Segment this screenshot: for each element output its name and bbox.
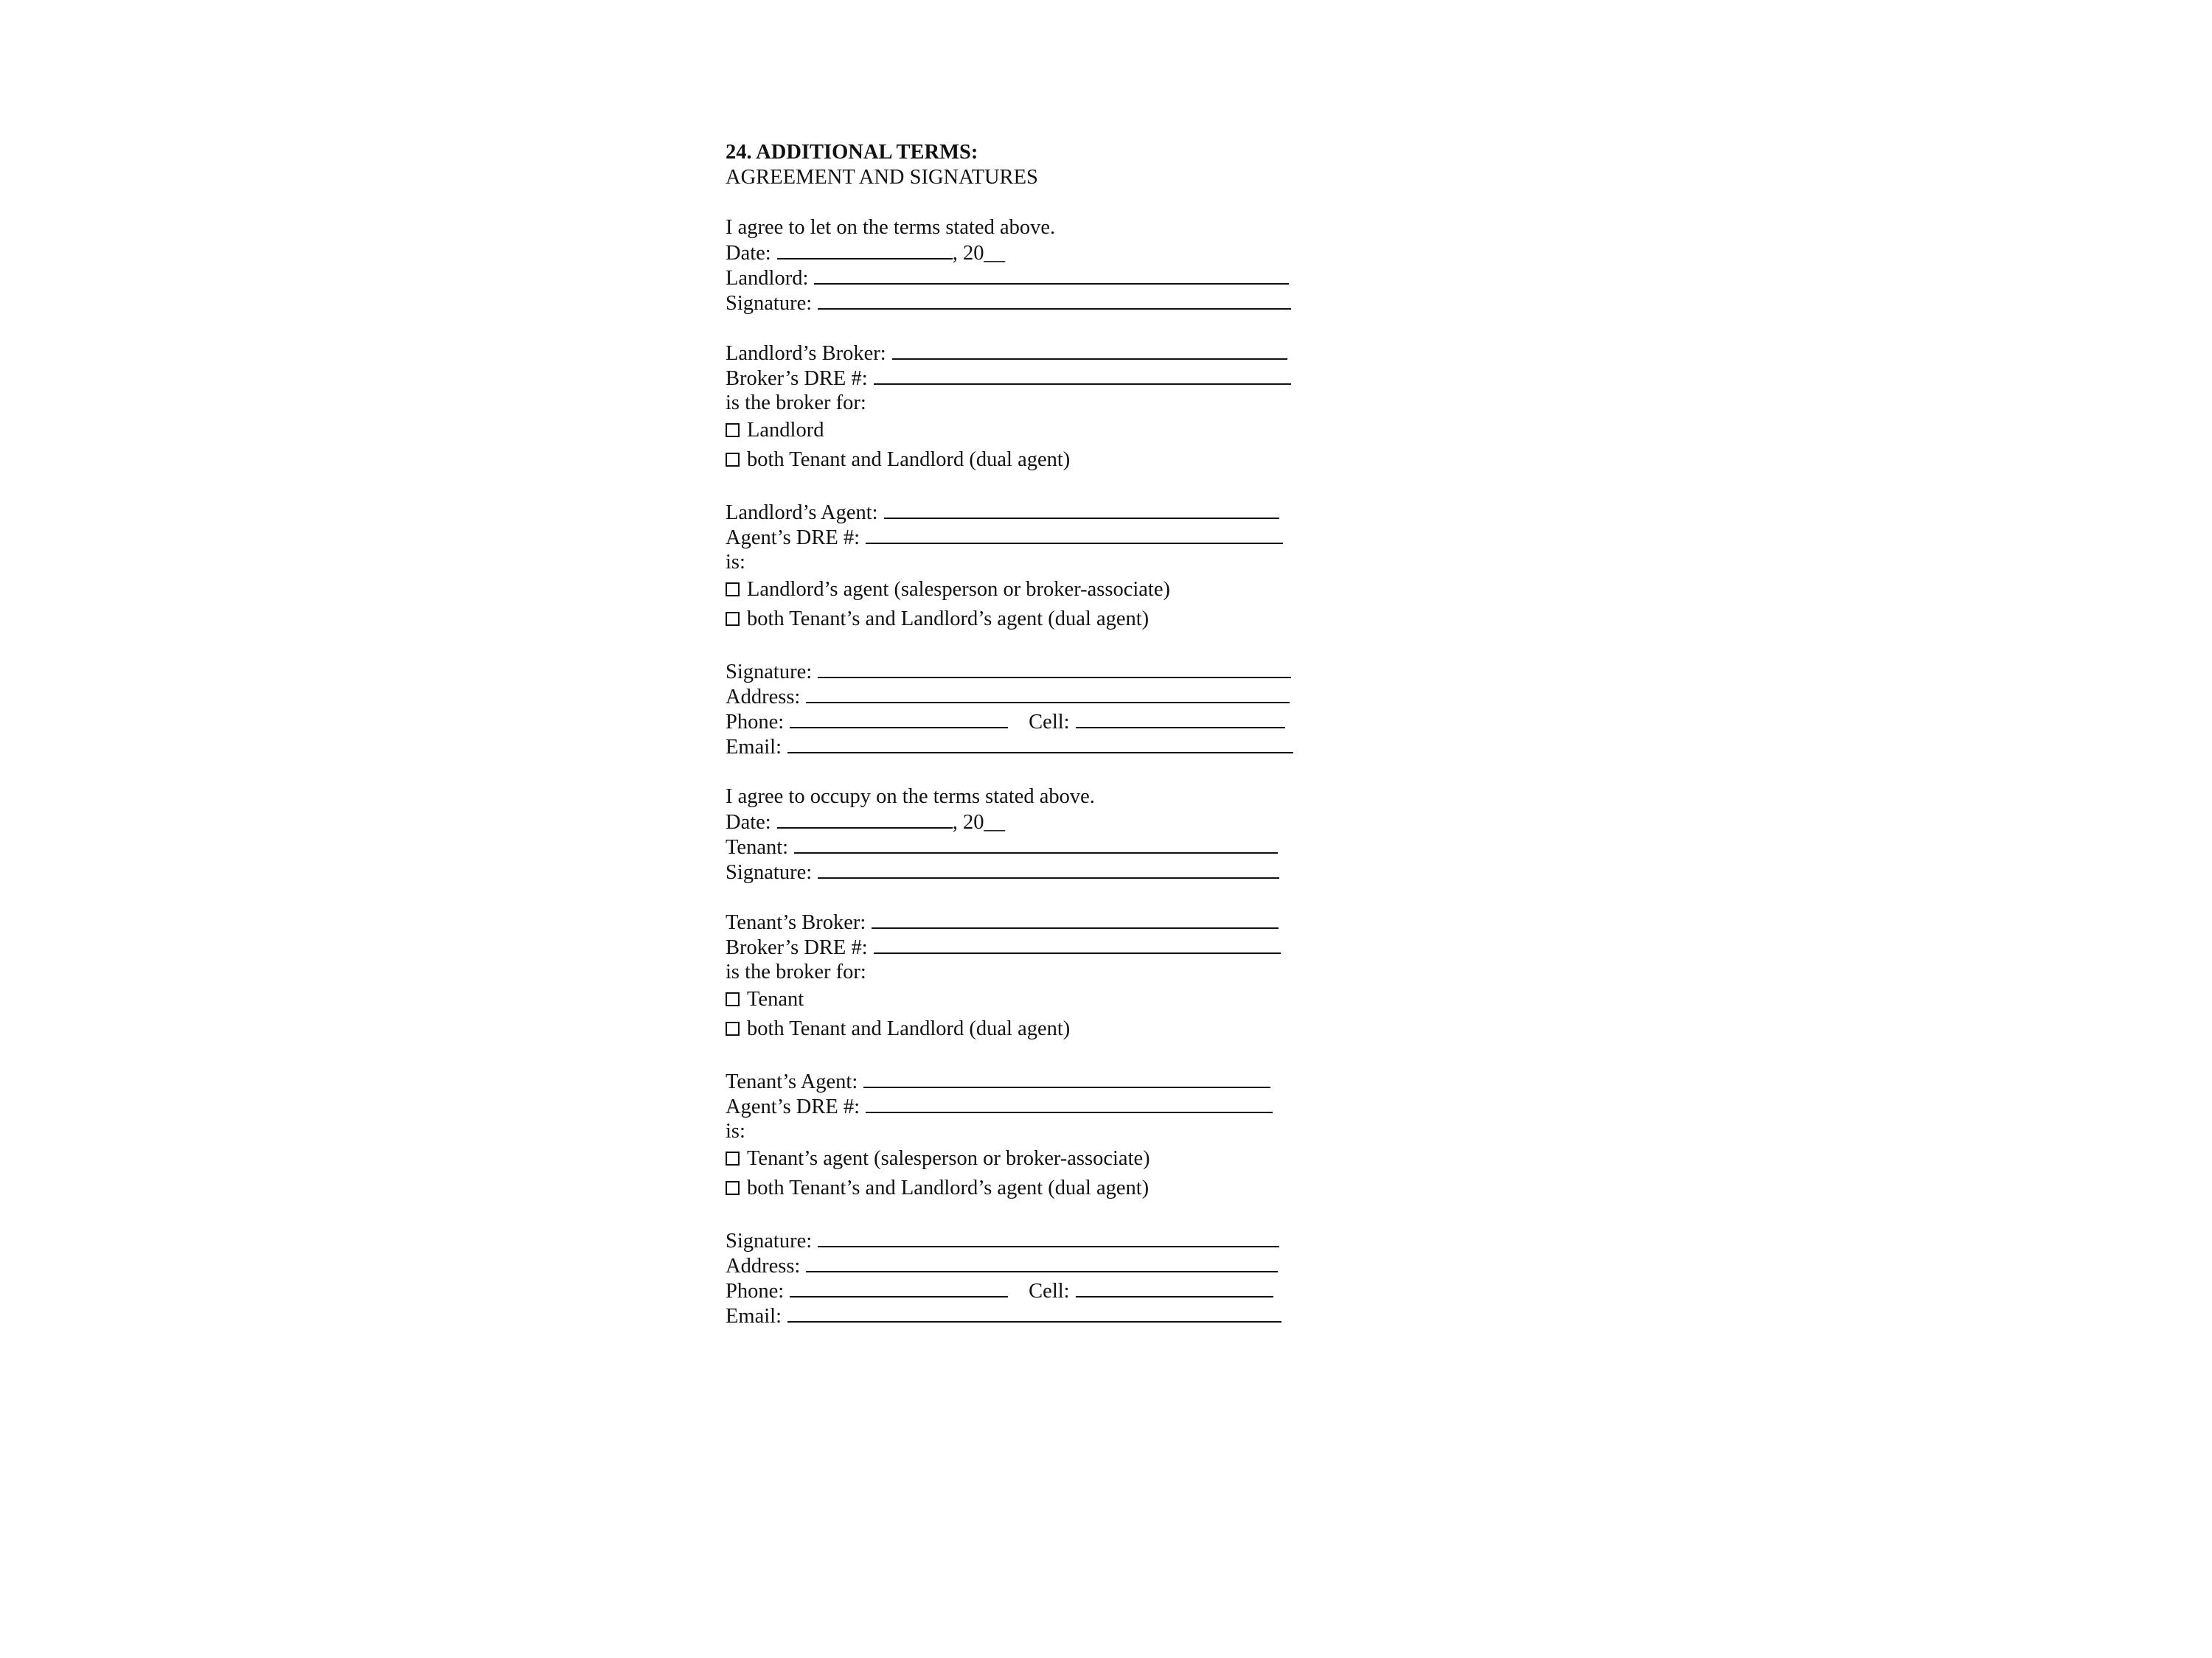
- tenant-agent-label: Tenant’s Agent:: [726, 1070, 858, 1093]
- tenant-name-label: Tenant:: [726, 836, 789, 859]
- landlord-contact-signature-field[interactable]: [818, 659, 1291, 678]
- tenant-broker-dre-label: Broker’s DRE #:: [726, 936, 868, 959]
- tenant-date-row: [726, 809, 1330, 835]
- tenant-agent-dre-field[interactable]: [866, 1094, 1273, 1113]
- tenant-agent-option-dual[interactable]: [726, 1174, 1330, 1203]
- contact-email-label: Email:: [726, 736, 782, 759]
- landlord-name-field[interactable]: [814, 265, 1289, 285]
- tenant-date-year: , 20__: [952, 811, 1005, 834]
- landlord-agent-option-agent[interactable]: [726, 575, 1330, 605]
- checkbox-icon[interactable]: [726, 612, 740, 626]
- landlord-date-field[interactable]: [777, 240, 953, 260]
- landlord-phone-row: [726, 709, 1330, 734]
- spacer: [726, 316, 1330, 341]
- tenant-broker-for-label: is the broker for:: [726, 961, 866, 983]
- landlord-signature-label: Signature:: [726, 292, 813, 315]
- option-label: Tenant: [747, 988, 804, 1011]
- landlord-agent-dre-field[interactable]: [866, 525, 1283, 544]
- tenant-signature-field[interactable]: [818, 860, 1279, 879]
- landlord-agent-option-dual[interactable]: [726, 605, 1330, 634]
- contact-address-label: Address:: [726, 686, 801, 708]
- tenant-address-row: [726, 1253, 1330, 1278]
- tenant-date-label: Date:: [726, 811, 771, 834]
- contact-cell-label: Cell:: [1029, 1280, 1070, 1303]
- contact-cell-label: Cell:: [1029, 711, 1070, 734]
- tenant-signature-row: [726, 860, 1330, 885]
- option-label: both Tenant’s and Landlord’s agent (dual agent): [747, 607, 1150, 630]
- contact-email-label: Email:: [726, 1305, 782, 1328]
- spacer: [726, 634, 1330, 659]
- tenant-broker-option-tenant[interactable]: [726, 985, 1330, 1014]
- section-subheading: AGREEMENT AND SIGNATURES: [726, 166, 1038, 189]
- landlord-broker-option-dual[interactable]: [726, 445, 1330, 475]
- tenant-broker-field[interactable]: [872, 910, 1279, 929]
- tenant-signature-label: Signature:: [726, 861, 813, 884]
- tenant-agent-dre-row: [726, 1094, 1330, 1119]
- landlord-agent-dre-label: Agent’s DRE #:: [726, 526, 860, 549]
- section-heading: 24. ADDITIONAL TERMS:: [726, 141, 978, 164]
- tenant-agent-row: [726, 1069, 1330, 1094]
- landlord-name-label: Landlord:: [726, 267, 809, 290]
- checkbox-icon[interactable]: [726, 992, 740, 1006]
- tenant-address-field[interactable]: [806, 1253, 1278, 1272]
- landlord-contact-signature-row: [726, 659, 1330, 684]
- landlord-agent-row: [726, 500, 1330, 525]
- tenant-agent-is-label: is:: [726, 1120, 745, 1143]
- checkbox-icon[interactable]: [726, 423, 740, 437]
- tenant-email-row: [726, 1303, 1330, 1328]
- checkbox-icon[interactable]: [726, 453, 740, 467]
- contact-signature-label: Signature:: [726, 661, 813, 683]
- spacer: [726, 190, 1330, 215]
- tenant-contact-signature-field[interactable]: [818, 1228, 1279, 1247]
- landlord-agent-is-label: is:: [726, 551, 745, 574]
- tenant-email-field[interactable]: [787, 1303, 1281, 1323]
- spacer: [726, 1203, 1330, 1228]
- tenant-broker-label: Tenant’s Broker:: [726, 911, 866, 934]
- spacer: [726, 885, 1330, 910]
- tenant-broker-dre-row: [726, 935, 1330, 960]
- landlord-phone-field[interactable]: [790, 709, 1008, 728]
- checkbox-icon[interactable]: [726, 582, 740, 596]
- checkbox-icon[interactable]: [726, 1181, 740, 1195]
- tenant-date-field[interactable]: [777, 809, 953, 829]
- option-label: both Tenant and Landlord (dual agent): [747, 1017, 1071, 1040]
- landlord-statement: I agree to let on the terms stated above.: [726, 216, 1056, 239]
- tenant-cell-field[interactable]: [1076, 1278, 1273, 1298]
- landlord-name-row: [726, 265, 1330, 290]
- landlord-email-row: [726, 734, 1330, 759]
- tenant-agent-dre-label: Agent’s DRE #:: [726, 1096, 860, 1118]
- landlord-broker-dre-field[interactable]: [874, 366, 1291, 385]
- option-label: Landlord’s agent (salesperson or broker-associate): [747, 578, 1170, 601]
- landlord-broker-for-label: is the broker for:: [726, 391, 866, 414]
- document-page: [726, 140, 1330, 1328]
- contact-signature-label: Signature:: [726, 1230, 813, 1253]
- spacer: [726, 759, 1330, 784]
- landlord-agent-field[interactable]: [884, 500, 1279, 519]
- option-label: both Tenant and Landlord (dual agent): [747, 448, 1071, 471]
- landlord-date-row: [726, 240, 1330, 265]
- tenant-name-row: [726, 835, 1330, 860]
- landlord-broker-dre-row: [726, 366, 1330, 391]
- landlord-date-year: , 20__: [952, 242, 1005, 265]
- landlord-agent-dre-row: [726, 525, 1330, 550]
- tenant-name-field[interactable]: [794, 835, 1278, 854]
- tenant-agent-option-agent[interactable]: [726, 1144, 1330, 1174]
- landlord-broker-field[interactable]: [892, 341, 1287, 360]
- landlord-signature-field[interactable]: [818, 290, 1291, 310]
- landlord-address-field[interactable]: [806, 684, 1290, 703]
- tenant-broker-dre-field[interactable]: [874, 935, 1281, 954]
- option-label: both Tenant’s and Landlord’s agent (dual agent): [747, 1177, 1150, 1199]
- landlord-address-row: [726, 684, 1330, 709]
- landlord-broker-row: [726, 341, 1330, 366]
- landlord-broker-option-landlord[interactable]: [726, 416, 1330, 445]
- spacer: [726, 1044, 1330, 1069]
- tenant-phone-row: [726, 1278, 1330, 1303]
- landlord-cell-field[interactable]: [1076, 709, 1285, 728]
- landlord-broker-label: Landlord’s Broker:: [726, 342, 886, 365]
- option-label: Tenant’s agent (salesperson or broker-associate): [747, 1147, 1150, 1170]
- tenant-broker-option-dual[interactable]: [726, 1014, 1330, 1044]
- landlord-broker-dre-label: Broker’s DRE #:: [726, 367, 868, 390]
- contact-phone-label: Phone:: [726, 1280, 785, 1303]
- contact-phone-label: Phone:: [726, 711, 785, 734]
- tenant-phone-field[interactable]: [790, 1278, 1008, 1298]
- tenant-agent-field[interactable]: [863, 1069, 1270, 1088]
- tenant-contact-signature-row: [726, 1228, 1330, 1253]
- landlord-signature-row: [726, 290, 1330, 316]
- landlord-email-field[interactable]: [787, 734, 1293, 753]
- checkbox-icon[interactable]: [726, 1022, 740, 1036]
- tenant-statement: I agree to occupy on the terms stated above.: [726, 785, 1095, 808]
- landlord-date-label: Date:: [726, 242, 771, 265]
- spacer: [726, 475, 1330, 500]
- contact-address-label: Address:: [726, 1255, 801, 1278]
- landlord-agent-label: Landlord’s Agent:: [726, 501, 878, 524]
- checkbox-icon[interactable]: [726, 1152, 740, 1166]
- option-label: Landlord: [747, 419, 824, 442]
- tenant-broker-row: [726, 910, 1330, 935]
